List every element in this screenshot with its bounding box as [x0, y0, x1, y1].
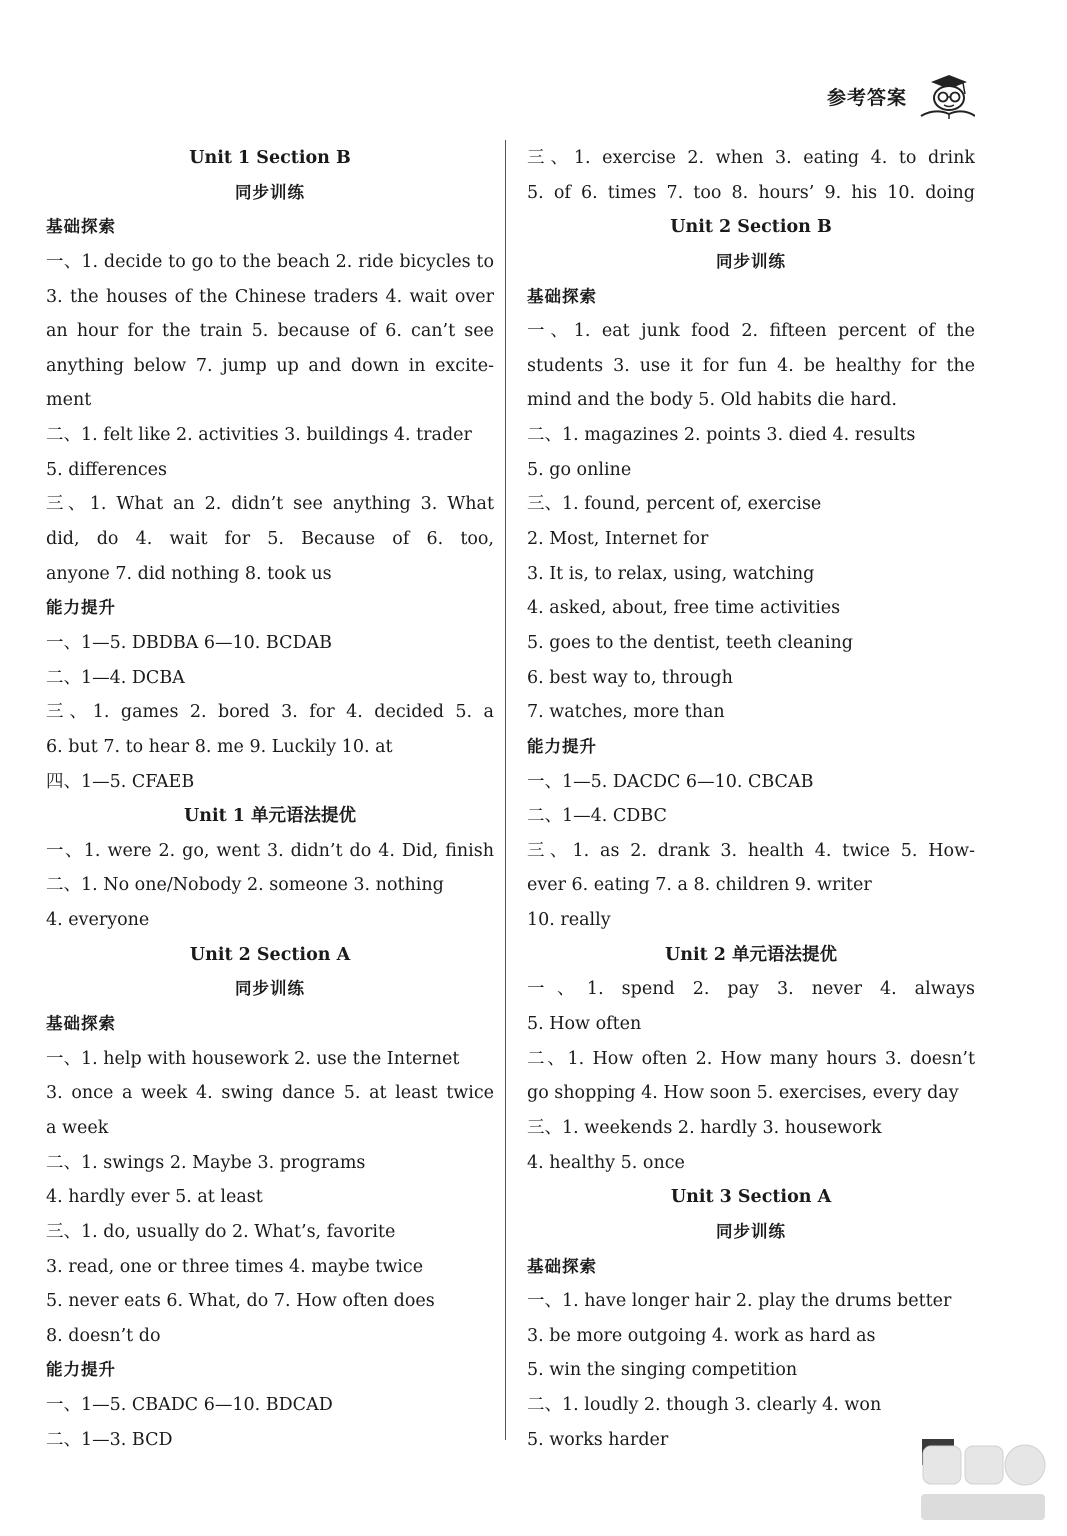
answer-line: 一、1. help with housework 2. use the Internet — [46, 1048, 460, 1069]
category-heading: 基础探索 — [527, 286, 597, 306]
answer-line: 一、1—5. CBADC 6—10. BDCAD — [46, 1395, 333, 1416]
section-subheading: 同步训练 — [235, 979, 305, 999]
answer-line: 二、1—4. DCBA — [46, 667, 185, 688]
category-heading: 能力提升 — [527, 736, 597, 756]
section-subheading: 同步训练 — [716, 251, 786, 271]
answer-line: 三、1. do, usually do 2. What’s, favorite — [46, 1221, 396, 1242]
answer-line: 二、1. magazines 2. points 3. died 4. results — [527, 425, 916, 446]
answer-line: 5. goes to the dentist, teeth cleaning — [527, 632, 853, 653]
answer-line: anything below 7. jump up and down in excite- — [46, 355, 494, 376]
unit-heading: Unit 2 Section A — [189, 944, 351, 965]
answer-line: 7. watches, more than — [527, 702, 725, 723]
answer-line: 一、1. eat junk food 2. fifteen percent of the — [527, 321, 975, 342]
answer-line: mind and the body 5. Old habits die hard. — [527, 390, 897, 411]
answer-line: 四、1—5. CFAEB — [46, 771, 195, 792]
answer-line: did, do 4. wait for 5. Because of 6. too, — [46, 529, 494, 550]
category-heading: 基础探索 — [527, 1256, 597, 1276]
page-header — [827, 72, 975, 120]
left-answer-column — [46, 141, 494, 1457]
answer-line: 4. everyone — [46, 910, 150, 931]
answer-line: 三、1. exercise 2. when 3. eating 4. to drink — [527, 148, 975, 168]
answer-line: 4. asked, about, free time activities — [527, 598, 841, 619]
answer-line: go shopping 4. How soon 5. exercises, every day — [527, 1083, 959, 1104]
answer-line: 二、1—3. BCD — [46, 1429, 173, 1450]
answer-line: 4. hardly ever 5. at least — [46, 1187, 263, 1208]
right-answer-column — [527, 141, 975, 1457]
answer-line: 3. the houses of the Chinese traders 4. wait over — [46, 286, 494, 307]
answer-line: 8. doesn’t do — [46, 1325, 161, 1346]
answer-line: a week — [46, 1117, 109, 1138]
category-heading: 能力提升 — [46, 598, 116, 618]
unit-heading: Unit 1 单元语法提优 — [183, 806, 357, 827]
answer-line: 一、1. have longer hair 2. play the drums better — [527, 1291, 952, 1312]
answer-line: 5. of 6. times 7. too 8. hours’ 9. his 10. doing — [527, 182, 975, 203]
answer-line: an hour for the train 5. because of 6. can’t see — [46, 321, 494, 342]
answer-line: 二、1. No one/Nobody 2. someone 3. nothing — [46, 875, 444, 896]
answer-line: 三、1. weekends 2. hardly 3. housework — [527, 1117, 882, 1138]
answer-line: 5. go online — [527, 459, 632, 480]
answer-line: 二、1. How often 2. How many hours 3. doesn’t — [527, 1048, 975, 1069]
answer-line: 一、1—5. DBDBA 6—10. BCDAB — [46, 632, 333, 653]
answer-line: 2. Most, Internet for — [527, 529, 709, 550]
answer-line: 二、1. felt like 2. activities 3. buildings 4. trader — [46, 425, 472, 446]
answer-line: 3. read, one or three times 4. maybe twice — [46, 1256, 424, 1277]
answer-line: 3. be more outgoing 4. work as hard as — [527, 1325, 876, 1346]
answer-line: 三、1. What an 2. didn’t see anything 3. What — [46, 494, 494, 515]
answer-line: anyone 7. did nothing 8. took us — [46, 563, 332, 584]
answer-line: 一、1. decide to go to the beach 2. ride bicycles to — [46, 251, 494, 272]
answer-line: ever 6. eating 7. a 8. children 9. writer — [527, 875, 872, 896]
answer-line: 3. once a week 4. swing dance 5. at least twice — [46, 1083, 494, 1104]
answer-line: 三、1. games 2. bored 3. for 4. decided 5. a — [46, 702, 494, 723]
answer-line: 三、1. as 2. drank 3. health 4. twice 5. How- — [527, 840, 975, 861]
answer-line: 5. works harder — [527, 1429, 669, 1450]
unit-heading: Unit 3 Section A — [670, 1187, 832, 1208]
header-title: 参考答案 — [826, 86, 907, 109]
answer-line: 6. but 7. to hear 8. me 9. Luckily 10. at — [46, 736, 393, 757]
answer-line: 二、1. swings 2. Maybe 3. programs — [46, 1152, 366, 1173]
answer-line: ment — [46, 390, 92, 411]
answer-line: 二、1. loudly 2. though 3. clearly 4. won — [527, 1395, 882, 1416]
watermark-logo — [919, 1440, 1047, 1526]
unit-heading: Unit 2 Section B — [670, 217, 832, 238]
unit-heading: Unit 1 Section B — [189, 148, 351, 168]
section-subheading: 同步训练 — [235, 182, 305, 202]
unit-heading: Unit 2 单元语法提优 — [664, 944, 838, 965]
category-heading: 能力提升 — [46, 1360, 116, 1380]
answer-line: 一、1. were 2. go, went 3. didn’t do 4. Did, finish — [46, 840, 494, 861]
answer-line: 5. differences — [46, 459, 167, 480]
answer-line: 三、1. found, percent of, exercise — [527, 494, 822, 515]
category-heading: 基础探索 — [46, 1014, 116, 1034]
answer-line: 5. win the singing competition — [527, 1360, 798, 1381]
answer-line: 一、1. spend 2. pay 3. never 4. always — [527, 979, 975, 1000]
column-divider — [505, 140, 506, 1440]
answer-line: 6. best way to, through — [527, 667, 733, 688]
answer-line: 5. How often — [527, 1014, 642, 1035]
student-mascot-icon — [913, 72, 975, 120]
answer-line: 一、1—5. DACDC 6—10. CBCAB — [527, 771, 814, 792]
answer-line: 5. never eats 6. What, do 7. How often does — [46, 1291, 435, 1312]
answer-line: 4. healthy 5. once — [527, 1152, 685, 1173]
answer-line: 二、1—4. CDBC — [527, 806, 667, 827]
category-heading: 基础探索 — [46, 217, 116, 237]
section-subheading: 同步训练 — [716, 1221, 786, 1241]
answer-line: 3. It is, to relax, using, watching — [527, 563, 815, 584]
answer-line: 10. really — [527, 910, 611, 931]
answer-line: students 3. use it for fun 4. be healthy for the — [527, 355, 975, 376]
